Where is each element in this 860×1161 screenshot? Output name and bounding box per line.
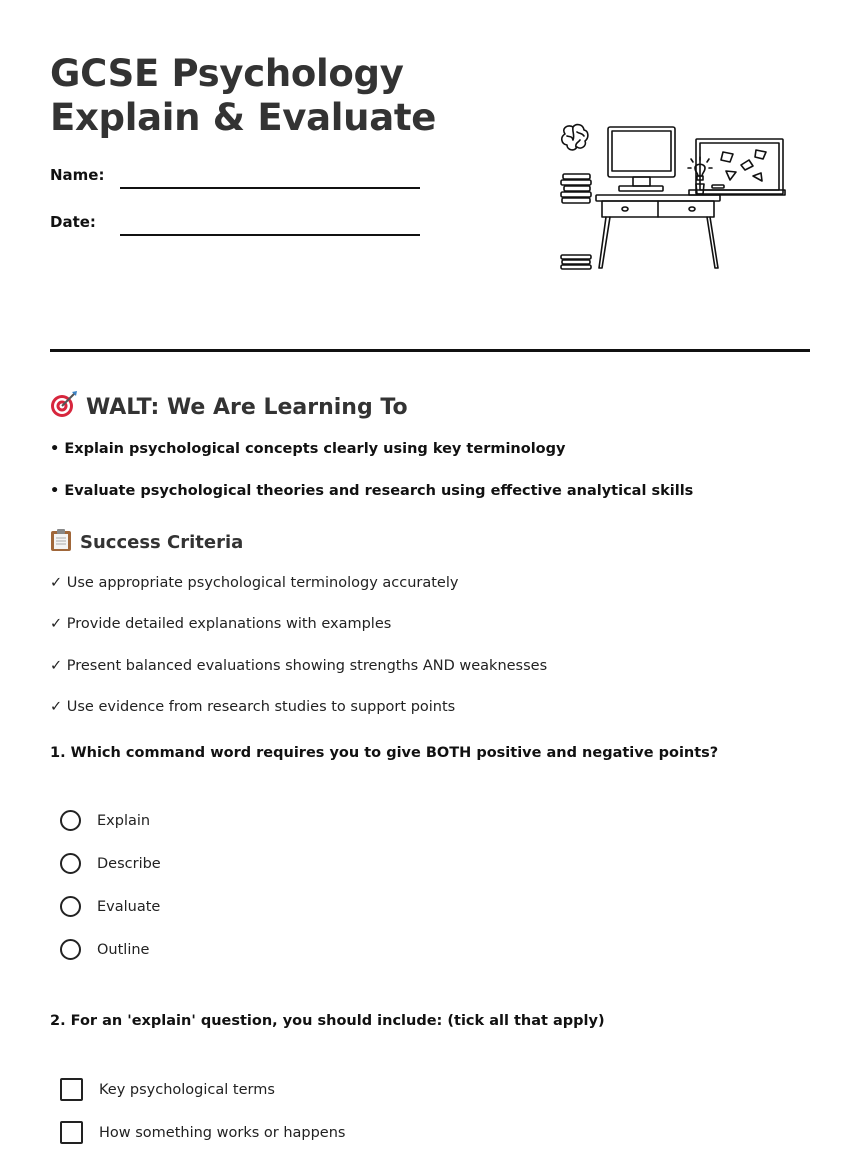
success-criterion: ✓ Provide detailed explanations with examples bbox=[50, 616, 392, 632]
worksheet-title bbox=[50, 52, 436, 140]
walt-heading-text: WALT: We Are Learning To bbox=[86, 394, 408, 420]
checkbox[interactable] bbox=[60, 1078, 83, 1101]
walt-heading bbox=[50, 390, 408, 424]
option-label: Outline bbox=[97, 941, 150, 958]
title-line-2: Explain & Evaluate bbox=[50, 96, 437, 139]
q1-option-explain[interactable] bbox=[60, 810, 150, 831]
section-divider bbox=[50, 349, 810, 352]
option-label: Evaluate bbox=[97, 898, 161, 915]
question-1-text: 1. Which command word requires you to give BOTH positive and negative points? bbox=[50, 745, 719, 761]
monitor-icon bbox=[608, 127, 675, 191]
q1-option-outline[interactable] bbox=[60, 939, 149, 960]
success-criterion: ✓ Present balanced evaluations showing strengths AND weaknesses bbox=[50, 658, 548, 674]
option-label: Describe bbox=[97, 855, 161, 872]
q2-option-how-it-works[interactable] bbox=[60, 1121, 345, 1144]
radio-button[interactable] bbox=[60, 810, 81, 831]
radio-button[interactable] bbox=[60, 896, 81, 917]
title-line-1: GCSE Psychology bbox=[50, 52, 404, 95]
desk-icon bbox=[596, 195, 720, 268]
desk-computer-illustration bbox=[556, 122, 790, 274]
success-criteria-heading bbox=[50, 528, 243, 557]
radio-button[interactable] bbox=[60, 853, 81, 874]
clipboard-icon bbox=[50, 528, 72, 557]
checkbox[interactable] bbox=[60, 1121, 83, 1144]
q2-option-key-terms[interactable] bbox=[60, 1078, 275, 1101]
walt-item: • Evaluate psychological theories and research using effective analytical skills bbox=[50, 483, 694, 499]
option-label: How something works or happens bbox=[99, 1124, 346, 1141]
success-criteria-heading-text: Success Criteria bbox=[80, 532, 244, 553]
brain-icon bbox=[562, 125, 588, 150]
radio-button[interactable] bbox=[60, 939, 81, 960]
floor-books-icon bbox=[561, 255, 591, 269]
name-field[interactable] bbox=[120, 187, 420, 189]
date-label: Date: bbox=[50, 213, 96, 231]
books-stack-icon bbox=[561, 174, 591, 203]
question-2-text: 2. For an 'explain' question, you should include: (tick all that apply) bbox=[50, 1013, 605, 1029]
q1-option-evaluate[interactable] bbox=[60, 896, 160, 917]
date-field[interactable] bbox=[120, 234, 420, 236]
success-criterion: ✓ Use evidence from research studies to support points bbox=[50, 699, 456, 715]
option-label: Key psychological terms bbox=[99, 1081, 275, 1098]
name-label: Name: bbox=[50, 166, 105, 184]
option-label: Explain bbox=[97, 812, 151, 829]
target-icon bbox=[50, 390, 78, 424]
success-criterion: ✓ Use appropriate psychological terminology accurately bbox=[50, 575, 459, 591]
q1-option-describe[interactable] bbox=[60, 853, 161, 874]
walt-item: • Explain psychological concepts clearly using key terminology bbox=[50, 441, 566, 457]
